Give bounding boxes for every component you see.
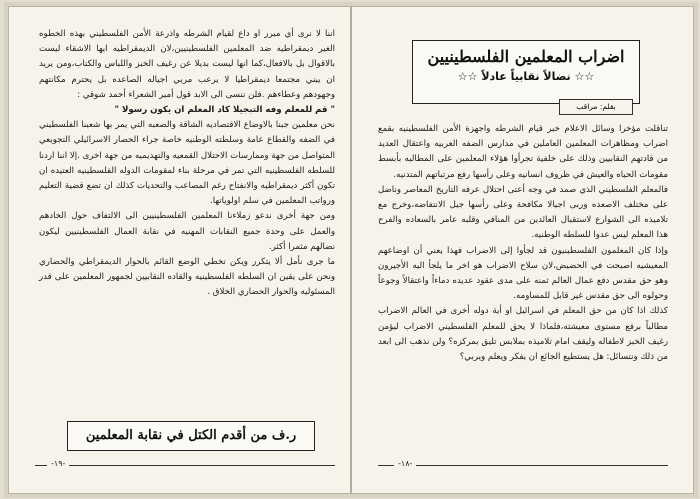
article-byline: بقلم: مراقب — [559, 99, 633, 115]
article-subtitle: ☆☆ نضالاً نقابياً عادلاً ☆☆ — [457, 70, 595, 83]
book-spread — [8, 6, 694, 494]
right-paragraph-2: فالمعلم الفلسطيني الذي صمد في وجه أعتى احتلال عرفه التاريخ المعاصر وناضل على مختلف الاصعده وربى اجيالا مكافحة وعلى رأسها جيل الانتفاضه،وخرج مع تلاميذه الى الشوارع لاستقبال العائدين من المنافي وقلبه عامر بالسعاده والفرح هذا المعلم ليس عدوا للسلطه الوطنيه. — [378, 184, 668, 241]
page-number: -١٨- — [394, 459, 416, 468]
right-paragraph-3: وإذا كان المعلمون الفلسطينيون قد لجأوا إلى الاضراب فهذا يعني أن اوضاعهم المعيشيه اصبحت في الحضيض،لان سلاح الاضراب هو اخر ما يلجأ اليه الأجيرون وهو حق مقدس دفع عمال العالم ثمنه على مدى عقود عديده دماءاً واعتقالاً وجوعاً وحولوه الى حق مقدس غير قابل للمساومه. — [378, 245, 668, 302]
page-number: -١٩- — [47, 459, 69, 468]
right-page — [352, 7, 693, 493]
right-paragraph-1: تناقلت مؤخرا وسائل الاعلام خبر قيام الشرطه واجهزة الأمن الفلسطينيه بقمع اضراب ومظاهرات المعلمين العاملين في مدارس الضفه الغربيه واعتقال العديد من قادتهم النقابيين وذلك على خلفية تجرأوا هؤلاء المعلمين على المطالبه بأبسط مقومات الحياه والعيش في ظروف انسانيه وعلى رأسها رفع مرتباتهم المتدنيه. — [378, 124, 668, 180]
poet-quote: " قم للمعلم وفه التبجيلا كاد المعلم ان يكون رسولا " — [114, 105, 335, 116]
article-title: اضراب المعلمين الفلسطينيين — [427, 47, 625, 66]
article-header — [412, 40, 640, 111]
left-paragraph-4: ما جرى نأمل ألا يتكرر ويكن تخطي الوضع القائم بالحوار الديمقراطي والحضاري ونحن على يقين ان السلطه الفلسطينيه والقاده النقابيين لجمهور المعلمين على قدر المسئوليه والحوار الحضاري الخلاق . — [39, 257, 335, 298]
footer-rule — [35, 465, 335, 466]
slogan-box: ر.ف من أقدم الكتل في نقابة المعلمين — [67, 421, 315, 451]
left-page — [9, 7, 350, 493]
footer-rule — [378, 465, 668, 466]
left-paragraph-2: نحن معلمين جبنا بالاوضاع الاقتصاديه الشاقة والصعبه التي يمر بها شعبنا الفلسطيني في الضفه والقطاع عامة وسلطته الوطنيه خاصة جراء الحصار الاسرائيلي التجويعي المتواصل من جهة وممارسات الاحتلال القمعيه والتهديميه من جهة اخرى .إلا اننا اردنا للسلطه الفلسطينيه التي تمر في مرحلة بناء لمقومات الدوله الفلسطينيه العتيده ان تكون أكثر ديمقراطيه والانفتاح رغم المصاعب والتحديات كذلك ان تضع قضية التعليم ورواتب المعلمين في سلم اولوياتها. — [38, 120, 335, 207]
right-paragraph-4: كذلك اذا كان من حق المعلم في اسرائيل او أية دوله أخرى في العالم الاضراب مطالباً برفع مستوى معيشته،فلماذا لا يحق للمعلم الفلسطيني الاضراب ليؤمن رغيف الخبز لاطفاله وليقف امام تلاميذه بملابس تليق بمركزه؟ ولن نذهب الى ابعد من ذلك ونتسائل: هل يستطيع الجائع ان يفكر ويعلم ويربي؟ — [378, 306, 668, 363]
left-paragraph-3: ومن جهة أخرى ندعو زملاءنا المعلمين الفلسطينيين الى الالتفاف حول الخادهم والعمل على وحدة جميع النقابات المهنيه في نقابة العمال الفلسطينيين ليكون نضالهم مثمرا أكثر. — [39, 211, 335, 252]
right-page-body — [378, 122, 668, 365]
left-page-body — [39, 27, 335, 301]
left-paragraph-1: اننا لا نرى أي مبرر او داع لقيام الشرطه واذرعة الأمن الفلسطيني بهذه الخطوه الغير ديمقراطيه ضد المعلمين الفلسطينيين،لان الديمقراطيه ايها الاشقاء ليست بالاقوال بل بالافعال،كما انها ليست بديلا عن رغيف الخبز واللباس والكتاب،ومن يريد ان يبني مجتمعا ديمقراطيا لا يرعب مربي اجياله الصاعده بل يحترم مكانتهم وجهودهم وعطاءهم .فلن ننسى الى الابد قول أمير الشعراء أحمد شوقي : — [39, 29, 335, 100]
